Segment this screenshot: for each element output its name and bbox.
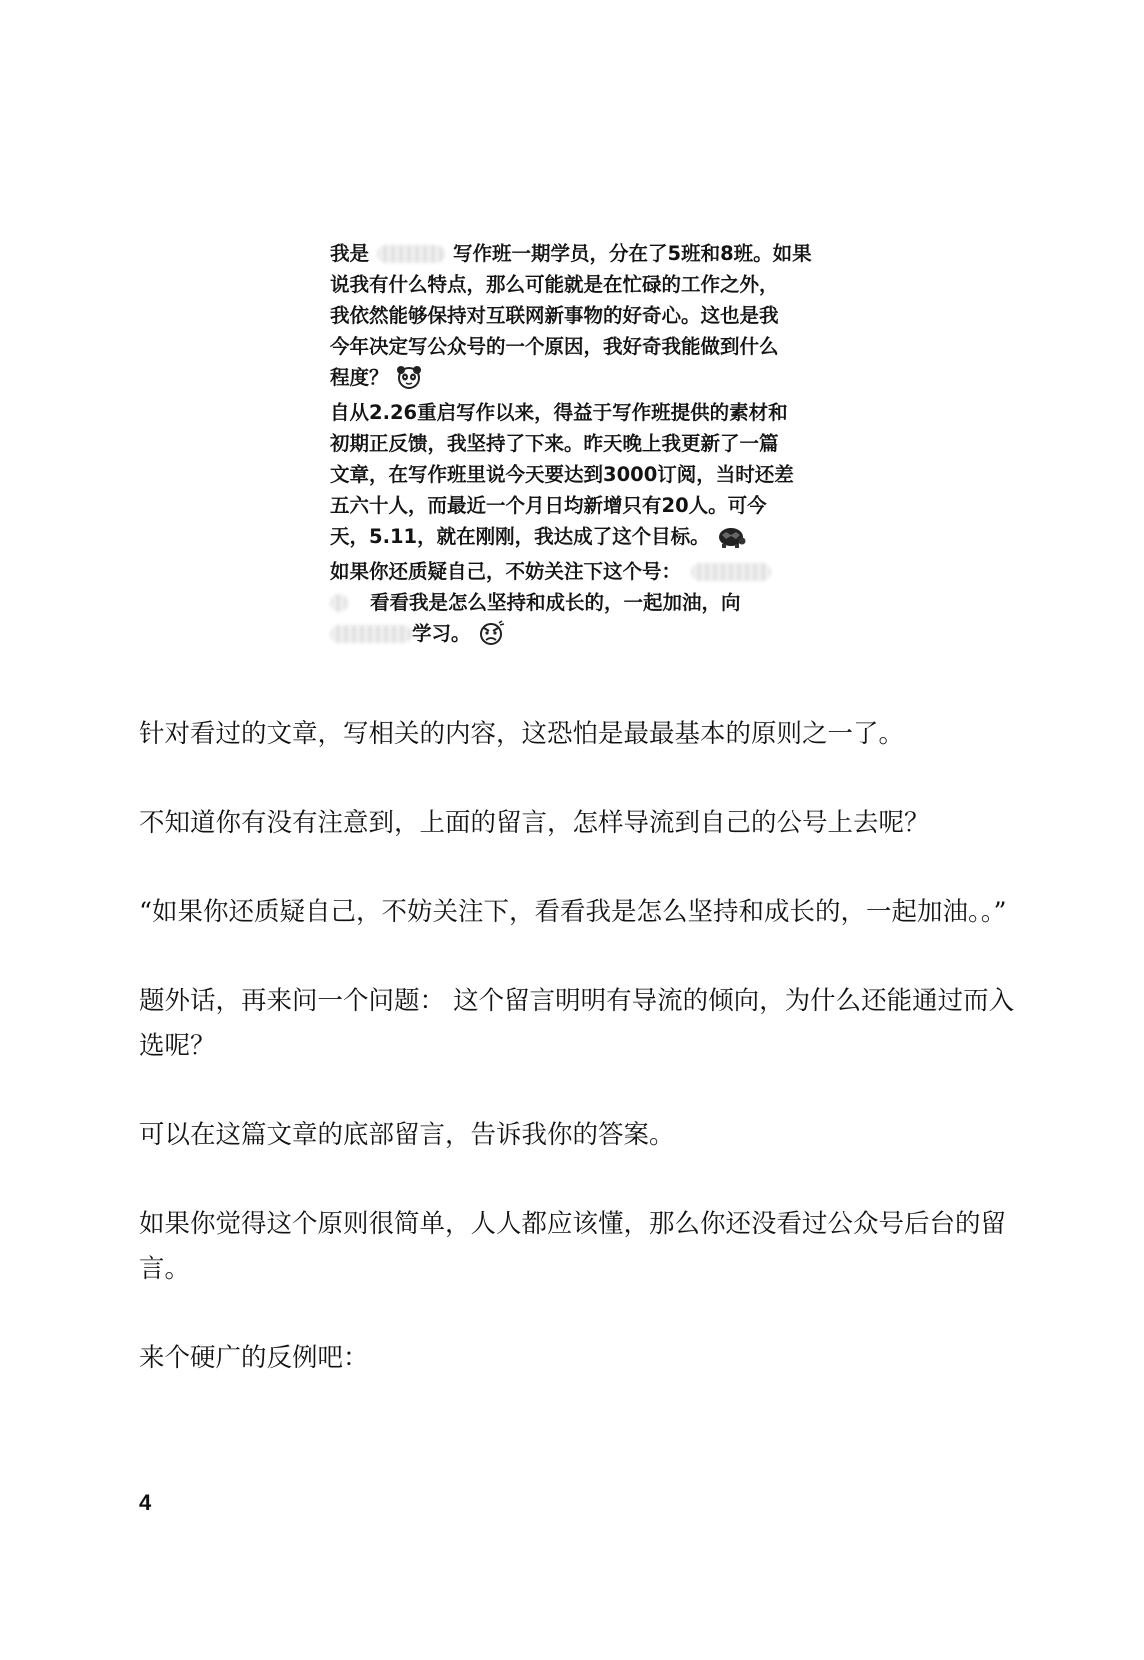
comment-line: 自从2.26重启写作以来，得益于写作班提供的素材和 xyxy=(330,401,788,424)
redacted-text xyxy=(330,625,412,643)
comment-paragraph-1 xyxy=(330,238,830,393)
article-paragraph: 题外话，再来问一个问题： 这个留言明明有导流的倾向，为什么还能通过而入选呢？ xyxy=(139,986,1015,1061)
comment-line: 程度？ xyxy=(330,362,830,393)
comment-line: 初期正反馈，我坚持了下来。昨天晚上我更新了一篇 xyxy=(330,432,779,455)
article-paragraph: 如果你觉得这个原则很简单，人人都应该懂，那么你还没看过公众号后台的留言。 xyxy=(139,1209,1007,1284)
article-body xyxy=(139,712,1019,1425)
redacted-text xyxy=(330,594,348,612)
article-paragraph: 针对看过的文章，写相关的内容，这恐怕是最最基本的原则之一了。 xyxy=(139,719,905,749)
comment-line: 学习。 xyxy=(330,618,830,649)
turtle-emoji-icon xyxy=(716,523,744,549)
redacted-text xyxy=(691,563,771,581)
panda-emoji-icon xyxy=(395,364,423,390)
page-number: 4 xyxy=(139,1490,152,1515)
comment-line: 天，5.11，就在刚刚，我达成了这个目标。 xyxy=(330,521,830,552)
article-paragraph: 不知道你有没有注意到，上面的留言，怎样导流到自己的公号上去呢？ xyxy=(139,808,930,838)
article-paragraph: 来个硬广的反例吧： xyxy=(139,1343,369,1373)
article-paragraph: 可以在这篇文章的底部留言，告诉我你的答案。 xyxy=(139,1120,675,1150)
redacted-text xyxy=(377,245,445,263)
article-paragraph: “如果你还质疑自己，不妨关注下，看看我是怎么坚持和成长的，一起加油。。” xyxy=(139,897,1007,927)
comment-line: 我是 写作班一期学员，分在了5班和8班。如果 xyxy=(330,242,812,265)
comment-line: 我依然能够保持对互联网新事物的好奇心。这也是我 xyxy=(330,304,779,327)
angry-face-emoji-icon xyxy=(477,620,505,646)
comment-line: 看看我是怎么坚持和成长的，一起加油，向 xyxy=(330,587,830,618)
comment-line: 今年决定写公众号的一个原因，我好奇我能做到什么 xyxy=(330,335,779,358)
quoted-comment xyxy=(330,238,830,653)
comment-paragraph-2 xyxy=(330,397,830,552)
comment-line: 文章，在写作班里说今天要达到3000订阅，当时还差 xyxy=(330,463,794,486)
comment-line: 说我有什么特点，那么可能就是在忙碌的工作之外， xyxy=(330,273,779,296)
comment-paragraph-3 xyxy=(330,556,830,649)
comment-line: 五六十人，而最近一个月日均新增只有20人。可今 xyxy=(330,494,767,517)
comment-line: 如果你还质疑自己，不妨关注下这个号： xyxy=(330,556,830,587)
